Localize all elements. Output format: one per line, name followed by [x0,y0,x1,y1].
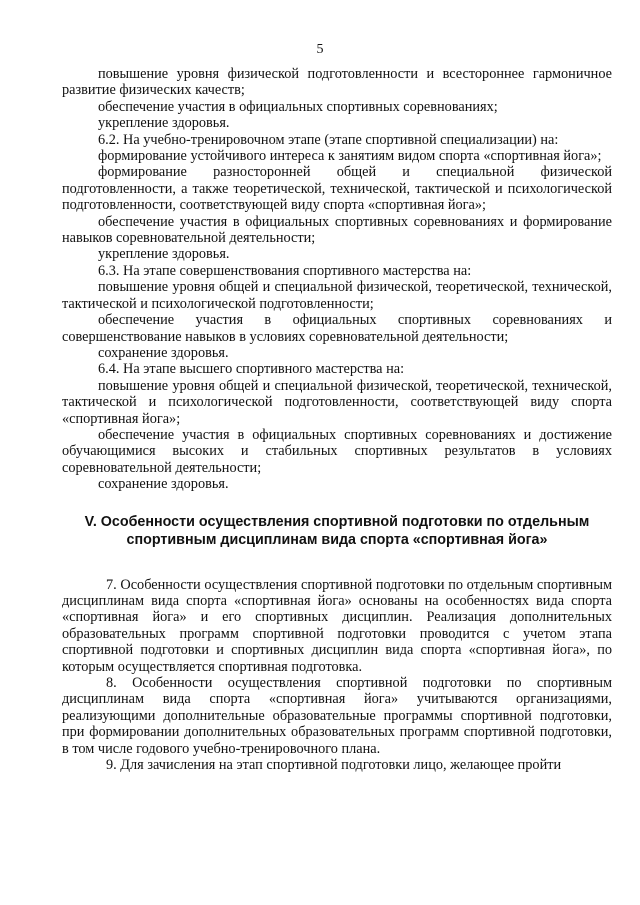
paragraph: повышение уровня общей и специальной физической, теоретической, технической, тактической и психологической подготовленности, соответствующей виду спорта «спортивная йога»; [62,377,612,427]
paragraph: обеспечение участия в официальных спортивных соревнованиях и совершенствование навыков в условиях соревновательной деятельности; [62,312,612,345]
paragraph: сохранение здоровья. [98,476,229,493]
paragraph: 6.4. На этапе высшего спортивного мастерства на: [98,361,405,378]
paragraph: 7. Особенности осуществления спортивной подготовки по отдельным спортивным дисциплинам вида спорта «спортивная йога» основаны на особенностях вида спорта «спортивная йога» и его спортивных дисциплин. Реализация дополнительных образовательных программ спортивной подготовки проводится с учетом этапа спортивной подготовки и спортивных дисциплин вида спорта «спортивная йога», по которым осуществляется спортивная подготовка. [62,576,612,675]
paragraph: обеспечение участия в официальных спортивных соревнованиях и достижение обучающимися высоких и стабильных спортивных результатов в условиях соревновательной деятельности; [62,426,612,476]
page-number: 5 [316,42,324,57]
paragraph: 6.3. На этапе совершенствования спортивного мастерства на: [98,262,472,279]
paragraph: повышение уровня общей и специальной физической, теоретической, технической, тактической и психологической подготовленности; [62,279,612,312]
document-body [62,66,612,773]
paragraph: 8. Особенности осуществления спортивной подготовки по спортивным дисциплинам вида спорта «спортивная йога» учитываются организациями, реализующими дополнительные образовательные программы спортивной подготовки, при формировании дополнительных образовательных программ спортивной подготовки, в том числе годового учебно-тренировочного плана. [62,675,612,757]
paragraph: обеспечение участия в официальных спортивных соревнованиях; [98,98,498,115]
section-heading [62,513,612,549]
paragraph: укрепление здоровья. [98,246,230,263]
paragraph: повышение уровня физической подготовленности и всестороннее гармоничное развитие физических качеств; [62,66,612,99]
paragraph: сохранение здоровья. [98,344,229,361]
paragraph: 9. Для зачисления на этап спортивной подготовки лицо, желающее пройти [106,757,562,774]
paragraph: укрепление здоровья. [98,115,230,132]
paragraph: формирование устойчивого интереса к занятиям видом спорта «спортивная йога»; [98,148,602,165]
paragraph: формирование разносторонней общей и специальной физической подготовленности, а также теоретической, технической, тактической и психологической подготовленности, соответствующей виду спорта «спортивная йога»; [62,164,612,214]
section-heading-line: V. Особенности осуществления спортивной подготовки по отдельным [84,513,590,530]
section-heading-line: спортивным дисциплинам вида спорта «спортивная йога» [126,531,548,548]
paragraph: 6.2. На учебно-тренировочном этапе (этапе спортивной специализации) на: [98,131,559,148]
paragraph: обеспечение участия в официальных спортивных соревнованиях и формирование навыков соревновательной деятельности; [62,213,612,247]
